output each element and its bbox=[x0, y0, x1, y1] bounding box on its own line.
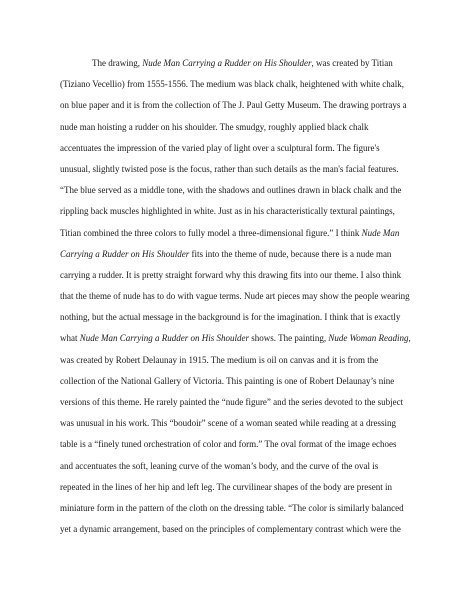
text-line bbox=[60, 350, 420, 371]
text-line bbox=[60, 159, 420, 180]
text-line bbox=[60, 201, 420, 222]
text-segment: versions of this theme. He rarely painted the “nude figure” and the series devoted to the subject bbox=[60, 397, 404, 407]
text-line bbox=[60, 477, 420, 498]
text-segment: unusual, slightly twisted pose is the focus, rather than such details as the man's facial features. bbox=[60, 163, 399, 174]
italic-title-text: Nude Man Carrying a Rudder on His Shoulder bbox=[79, 333, 249, 344]
italic-title-text: Carrying a Rudder on His Shoulder bbox=[60, 248, 190, 259]
text-line bbox=[60, 286, 420, 307]
text-line bbox=[60, 244, 420, 265]
text-segment: what bbox=[60, 333, 80, 344]
text-segment: nothing, but the actual message in the background is for the imagination. I think that is exactly bbox=[60, 312, 401, 323]
text-line bbox=[60, 265, 420, 286]
text-segment: miniature form in the pattern of the cloth on the dressing table. “The color is similarly balanced bbox=[60, 502, 404, 513]
text-line bbox=[60, 434, 420, 455]
text-line bbox=[60, 74, 420, 95]
text-segment: that the theme of nude has to do with vague terms. Nude art pieces may show the people wearing bbox=[60, 291, 410, 302]
text-segment: accentuates the impression of the varied play of light over a sculptural form. The figure's bbox=[60, 142, 380, 153]
text-segment: shows. The painting, bbox=[249, 333, 329, 344]
text-segment: rippling back muscles highlighted in white. Just as in his characteristically textural paintings, bbox=[60, 206, 395, 217]
text-line bbox=[60, 519, 420, 540]
text-line bbox=[60, 95, 420, 116]
text-line bbox=[60, 371, 420, 392]
text-line bbox=[60, 53, 420, 74]
text-line bbox=[60, 117, 420, 138]
text-segment: “The blue served as a middle tone, with the shadows and outlines drawn in black chalk and the bbox=[60, 185, 402, 196]
text-line bbox=[60, 413, 420, 434]
italic-title-text: Nude Man Carrying a Rudder on His Shoulder bbox=[142, 58, 312, 68]
text-line bbox=[60, 328, 420, 349]
italic-title-text: Nude Woman Reading bbox=[328, 333, 409, 344]
text-line bbox=[60, 456, 420, 477]
text-segment: , bbox=[408, 333, 411, 344]
text-segment: collection of the National Gallery of Victoria. This painting is one of Robert Delaunay’s nine bbox=[60, 375, 395, 386]
text-segment: on blue paper and it is from the collection of The J. Paul Getty Museum. The drawing portrays a bbox=[60, 100, 407, 111]
text-segment: , was created by Titian bbox=[311, 58, 393, 68]
text-segment: and accentuates the soft, leaning curve of the woman’s body, and the curve of the oval is bbox=[60, 460, 379, 471]
text-segment: Titian combined the three colors to fully model a three-dimensional figure.” I think bbox=[60, 227, 362, 238]
text-line bbox=[60, 307, 420, 328]
text-line bbox=[60, 180, 420, 201]
text-segment: repeated in the lines of her hip and left leg. The curvilinear shapes of the body are present in bbox=[60, 481, 392, 492]
text-segment: carrying a rudder. It is pretty straight forward why this drawing fits into our theme. I also think bbox=[60, 269, 402, 280]
text-line bbox=[60, 138, 420, 159]
text-segment: (Tiziano Vecellio) from 1555-1556. The medium was black chalk, heightened with white chalk, bbox=[60, 79, 405, 90]
italic-title-text: Nude Man bbox=[361, 227, 400, 238]
text-line bbox=[60, 392, 420, 413]
text-segment: nude man hoisting a rudder on his shoulder. The smudgy, roughly applied black chalk bbox=[60, 121, 369, 132]
body-paragraph bbox=[60, 53, 420, 540]
text-line bbox=[60, 223, 420, 244]
text-segment: The drawing, bbox=[92, 58, 143, 68]
text-segment: was unusual in his work. This “boudoir” scene of a woman seated while reading at a dressing bbox=[60, 418, 396, 429]
text-segment: table is a “finely tuned orchestration of color and form.” The oval format of the image echoes bbox=[60, 439, 397, 450]
text-segment: fits into the theme of nude, because there is a nude man bbox=[189, 248, 392, 259]
text-segment: yet a dynamic arrangement, based on the principles of complementary contrast which were the bbox=[60, 524, 401, 535]
text-segment: was created by Robert Delaunay in 1915. The medium is oil on canvas and it is from the bbox=[60, 354, 379, 365]
text-line bbox=[60, 498, 420, 519]
